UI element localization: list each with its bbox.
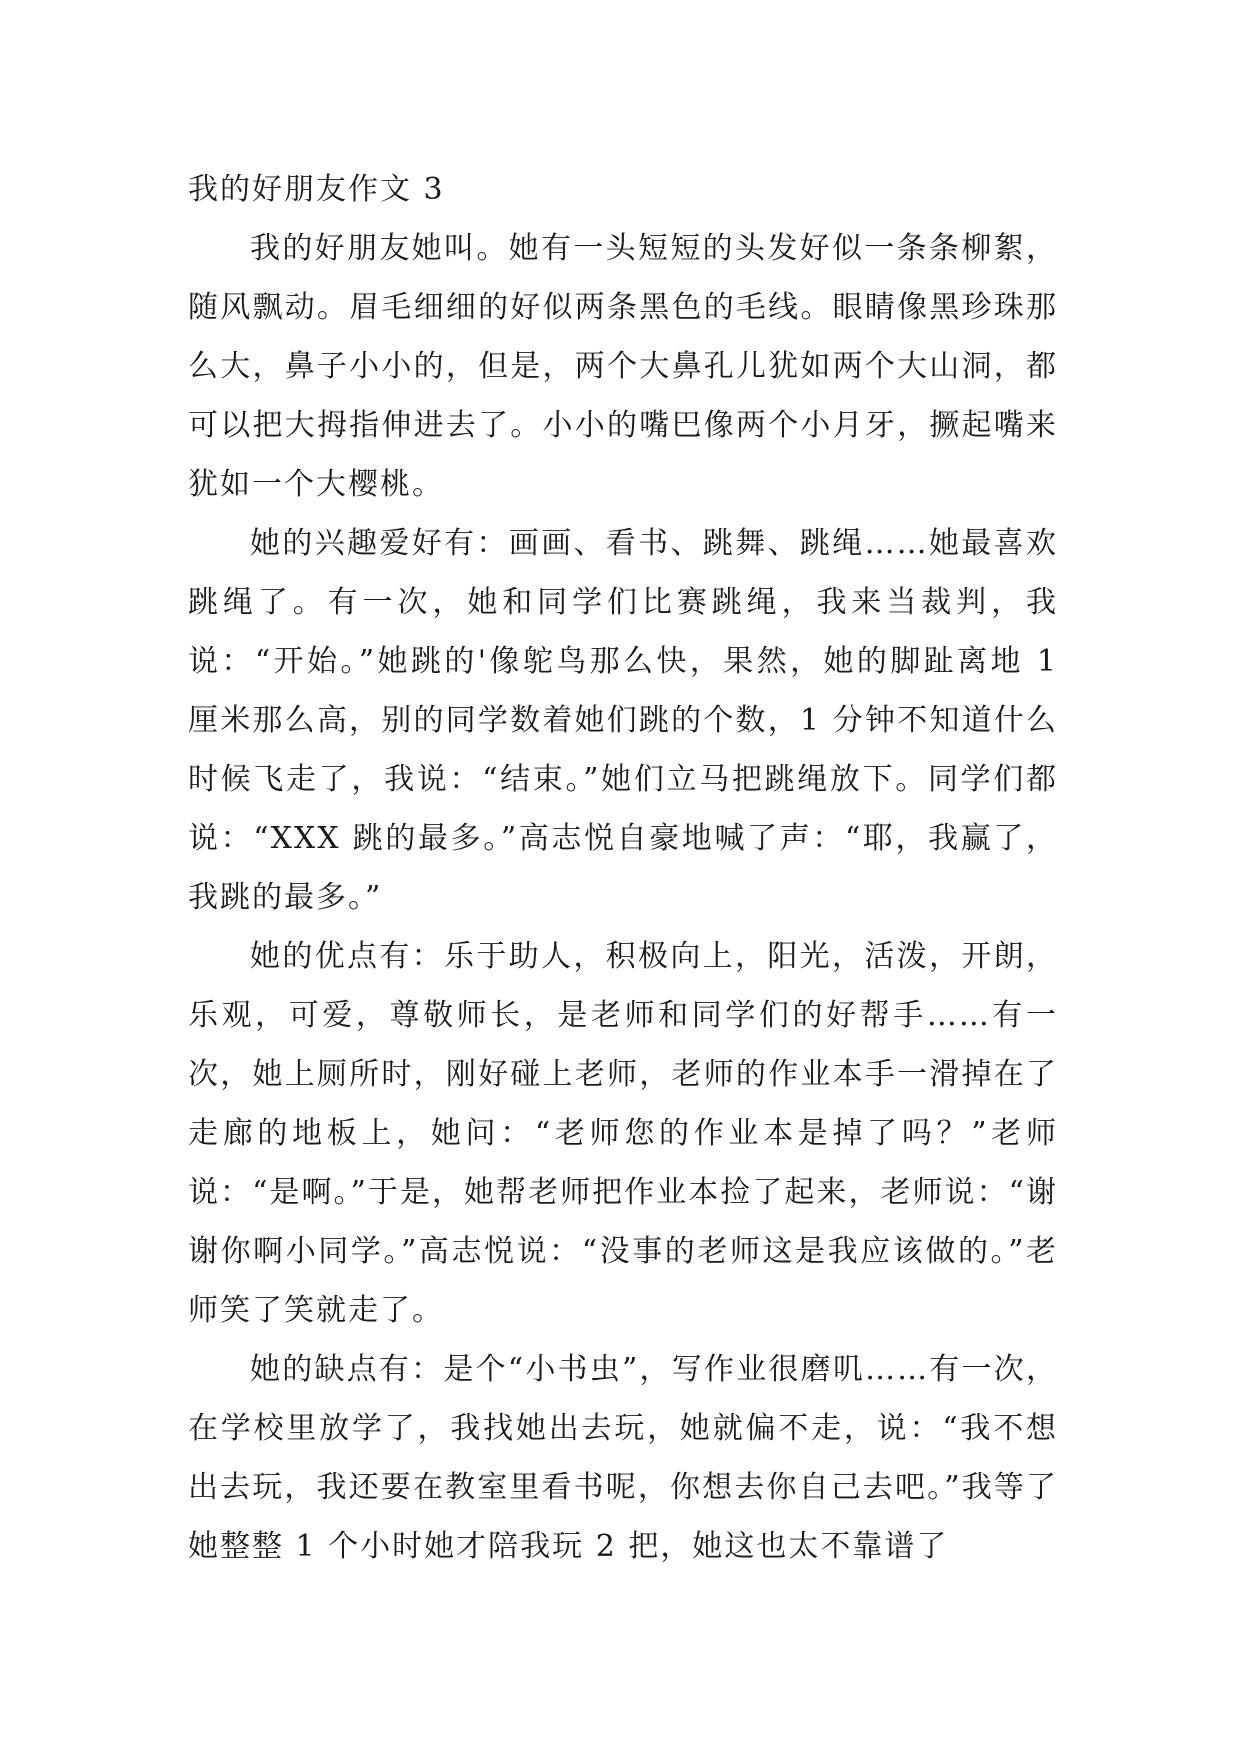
- paragraph-strengths: 她的优点有：乐于助人，积极向上，阳光，活泼，开朗，乐观，可爱，尊敬师长，是老师和同学们的好帮手……有一次，她上厕所时，刚好碰上老师，老师的作业本手一滑掉在了走廊的地板上，她问：“老师您的作业本是掉了吗？”老师说：“是啊。”于是，她帮老师把作业本捡了起来，老师说：“谢谢你啊小同学。”高志悦说：“没事的老师这是我应该做的。”老师笑了笑就走了。: [188, 939, 1058, 1328]
- paragraph-weaknesses: 她的缺点有：是个“小书虫”，写作业很磨叽……有一次，在学校里放学了，我找她出去玩，她就偏不走，说：“我不想出去玩，我还要在教室里看书呢，你想去你自己去吧。”我等了她整整 1 个小时她才陪我玩 2 把，她这也太不靠谱了: [188, 1352, 1058, 1564]
- document-body: [188, 160, 1058, 1576]
- paragraph-appearance: 我的好朋友她叫。她有一头短短的头发好似一条条柳絮，随风飘动。眉毛细细的好似两条黑色的毛线。眼睛像黑珍珠那么大，鼻子小小的，但是，两个大鼻孔儿犹如两个大山洞，都可以把大拇指伸进去了。小小的嘴巴像两个小月牙，撅起嘴来犹如一个大樱桃。: [188, 231, 1058, 502]
- document-title: 我的好朋友作文 3: [188, 172, 445, 207]
- paragraph-hobbies: 她的兴趣爱好有：画画、看书、跳舞、跳绳……她最喜欢跳绳了。有一次，她和同学们比赛跳绳，我来当裁判，我说：“开始。”她跳的'像鸵鸟那么快，果然，她的脚趾离地 1 厘米那么高，别的同学数着她们跳的个数，1 分钟不知道什么时候飞走了，我说：“结束。”她们立马把跳绳放下。同学们都说：“XXX 跳的最多。”高志悦自豪地喊了声：“耶，我赢了，我跳的最多。”: [188, 526, 1058, 915]
